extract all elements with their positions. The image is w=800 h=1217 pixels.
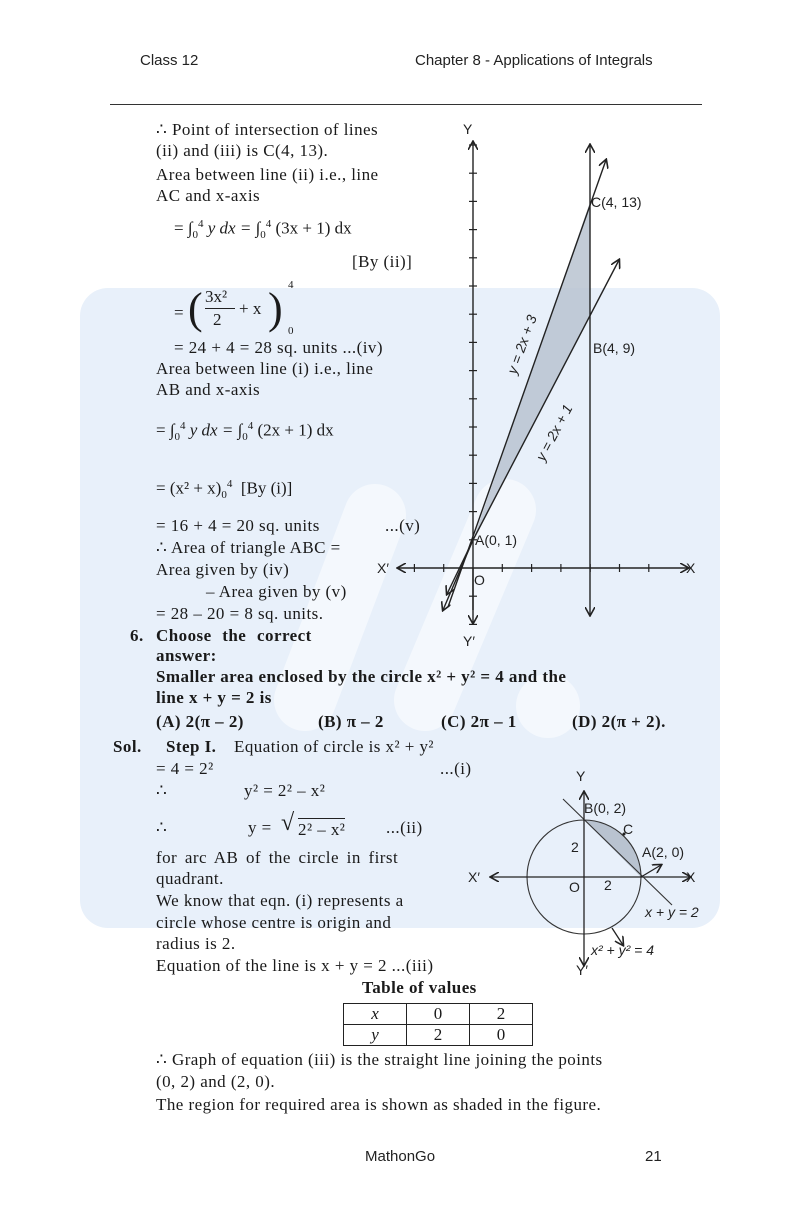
term: + x (239, 299, 262, 318)
equation-ref: ...(ii) (386, 818, 423, 837)
x-neg-label: X′ (468, 869, 480, 885)
text-line: The region for required area is shown as shaded in the figure. (156, 1095, 602, 1114)
left-paren: ( (188, 284, 203, 333)
text-line: Area between line (ii) i.e., line (156, 165, 379, 184)
line-upper-label: y = 2x + 3 (503, 312, 540, 377)
table-cell: x (344, 1004, 407, 1025)
right-paren: ) (268, 284, 283, 333)
table-cell: 2 (407, 1025, 470, 1046)
page-number: 21 (645, 1148, 662, 1165)
origin-label: O (474, 572, 485, 588)
text-line: AB and x-axis (156, 380, 261, 399)
option-a: (A) 2(π – 2) (156, 712, 244, 731)
tick-label: 2 (604, 877, 612, 893)
text-line: We know that eqn. (i) represents a (156, 891, 404, 910)
text-line: (0, 2) and (2, 0). (156, 1072, 276, 1091)
question-text: Smaller area enclosed by the circle x² + y² = 4 and the (156, 667, 567, 686)
table-cell: 2 (470, 1004, 533, 1025)
equation-ref: ...(i) (440, 759, 472, 778)
y-axis-label: Y (576, 768, 586, 784)
text-line: = 24 + 4 = 28 sq. units ...(iv) (174, 338, 383, 357)
lower-limit: 0 (288, 325, 294, 337)
numerator: 3x² (205, 287, 228, 306)
text-line: = 16 + 4 = 20 sq. units (156, 516, 320, 535)
text-line: circle whose centre is origin and (156, 913, 392, 932)
lower-limit: 0 (174, 431, 180, 444)
option-c: (C) 2π – 1 (441, 712, 517, 731)
integrand: y dx = ∫ (207, 218, 261, 238)
point-b-label: B(0, 2) (584, 800, 627, 816)
tick-label: 2 (571, 839, 579, 855)
integrand: (2x + 1) dx (257, 420, 334, 440)
x-axis-label: X (686, 869, 696, 885)
lower-limit: 0 (242, 431, 248, 444)
denominator: 2 (213, 310, 222, 329)
upper-limit: 4 (247, 420, 254, 432)
question-text: Choose the correct (156, 626, 312, 645)
lower-limit: 0 (192, 229, 198, 242)
text-line: Area between line (i) i.e., line (156, 359, 374, 378)
text-line: ∴ Point of intersection of lines (156, 120, 379, 139)
reference: [By (ii)] (352, 252, 413, 271)
upper-limit: 4 (288, 279, 294, 291)
text-line: Equation of circle is x² + y² (234, 737, 434, 756)
integrand: y dx = ∫ (189, 420, 243, 440)
footer-brand: MathonGo (365, 1148, 436, 1165)
lower-limit: 0 (260, 229, 266, 242)
sqrt-symbol: √ (281, 810, 295, 836)
line-lower-label: y = 2x + 1 (532, 401, 576, 464)
option-d: (D) 2(π + 2). (572, 712, 666, 731)
point-c-label: C(4, 13) (591, 194, 642, 210)
text-line: for arc AB of the circle in first (156, 848, 399, 867)
integrand: (3x + 1) dx (275, 218, 352, 238)
upper-limit: 4 (198, 218, 204, 230)
text-line: ∴ Graph of equation (iii) is the straight line joining the points (156, 1050, 603, 1069)
x-axis-label: X (686, 560, 696, 576)
equals: = (174, 303, 184, 322)
text-line: y = (248, 818, 272, 837)
class-label: Class 12 (140, 52, 199, 69)
integral-sign: = ∫ (174, 218, 193, 238)
integral-sign: = ∫ (156, 420, 175, 440)
text-line: = 4 = 2² (156, 759, 214, 778)
y-neg-label: Y′ (576, 962, 588, 978)
chapter-title: Chapter 8 - Applications of Integrals (415, 52, 653, 69)
upper-limit: 4 (226, 478, 233, 490)
lower-limit: 0 (221, 489, 227, 502)
table-cell: 0 (470, 1025, 533, 1046)
point-a-label: A(2, 0) (642, 844, 685, 860)
step-label: Step I. (166, 737, 217, 756)
text-line: radius is 2. (156, 934, 236, 953)
table-cell: 0 (407, 1004, 470, 1025)
question-text: answer: (156, 646, 217, 665)
reference: [By (i)] (240, 478, 293, 498)
table-title: Table of values (362, 978, 477, 997)
equation-ref: ...(v) (385, 516, 421, 535)
line-label: x + y = 2 (645, 904, 699, 920)
question-text: line x + y = 2 is (156, 688, 272, 707)
solution-label: Sol. (113, 737, 142, 756)
y-neg-label: Y′ (463, 633, 475, 649)
point-b-label: B(4, 9) (593, 340, 636, 356)
text-line: Equation of the line is x + y = 2 ...(iii) (156, 956, 434, 975)
therefore-symbol: ∴ (156, 781, 168, 800)
upper-limit: 4 (180, 420, 186, 432)
expression: = (x² + x) (156, 478, 222, 498)
text-line: AC and x-axis (156, 186, 261, 205)
text-line: Area given by (iv) (156, 560, 290, 579)
table-cell: y (344, 1025, 407, 1046)
upper-limit: 4 (265, 218, 272, 230)
question-number: 6. (130, 626, 144, 645)
point-a-label: A(0, 1) (475, 532, 518, 548)
text-line: y² = 2² – x² (244, 781, 326, 800)
point-c-label: C (623, 821, 634, 837)
y-axis-label: Y (463, 121, 473, 137)
text-line: = 28 – 20 = 8 sq. units. (156, 604, 324, 623)
radicand: 2² – x² (298, 820, 346, 839)
therefore-symbol: ∴ (156, 818, 168, 837)
x-neg-label: X′ (377, 560, 389, 576)
option-b: (B) π – 2 (318, 712, 384, 731)
text-line: – Area given by (v) (206, 582, 347, 601)
origin-label: O (569, 879, 580, 895)
text-line: ∴ Area of triangle ABC = (156, 538, 341, 557)
circle-label: x² + y² = 4 (591, 942, 655, 958)
text-line: (ii) and (iii) is C(4, 13). (156, 141, 329, 160)
text-line: quadrant. (156, 869, 224, 888)
